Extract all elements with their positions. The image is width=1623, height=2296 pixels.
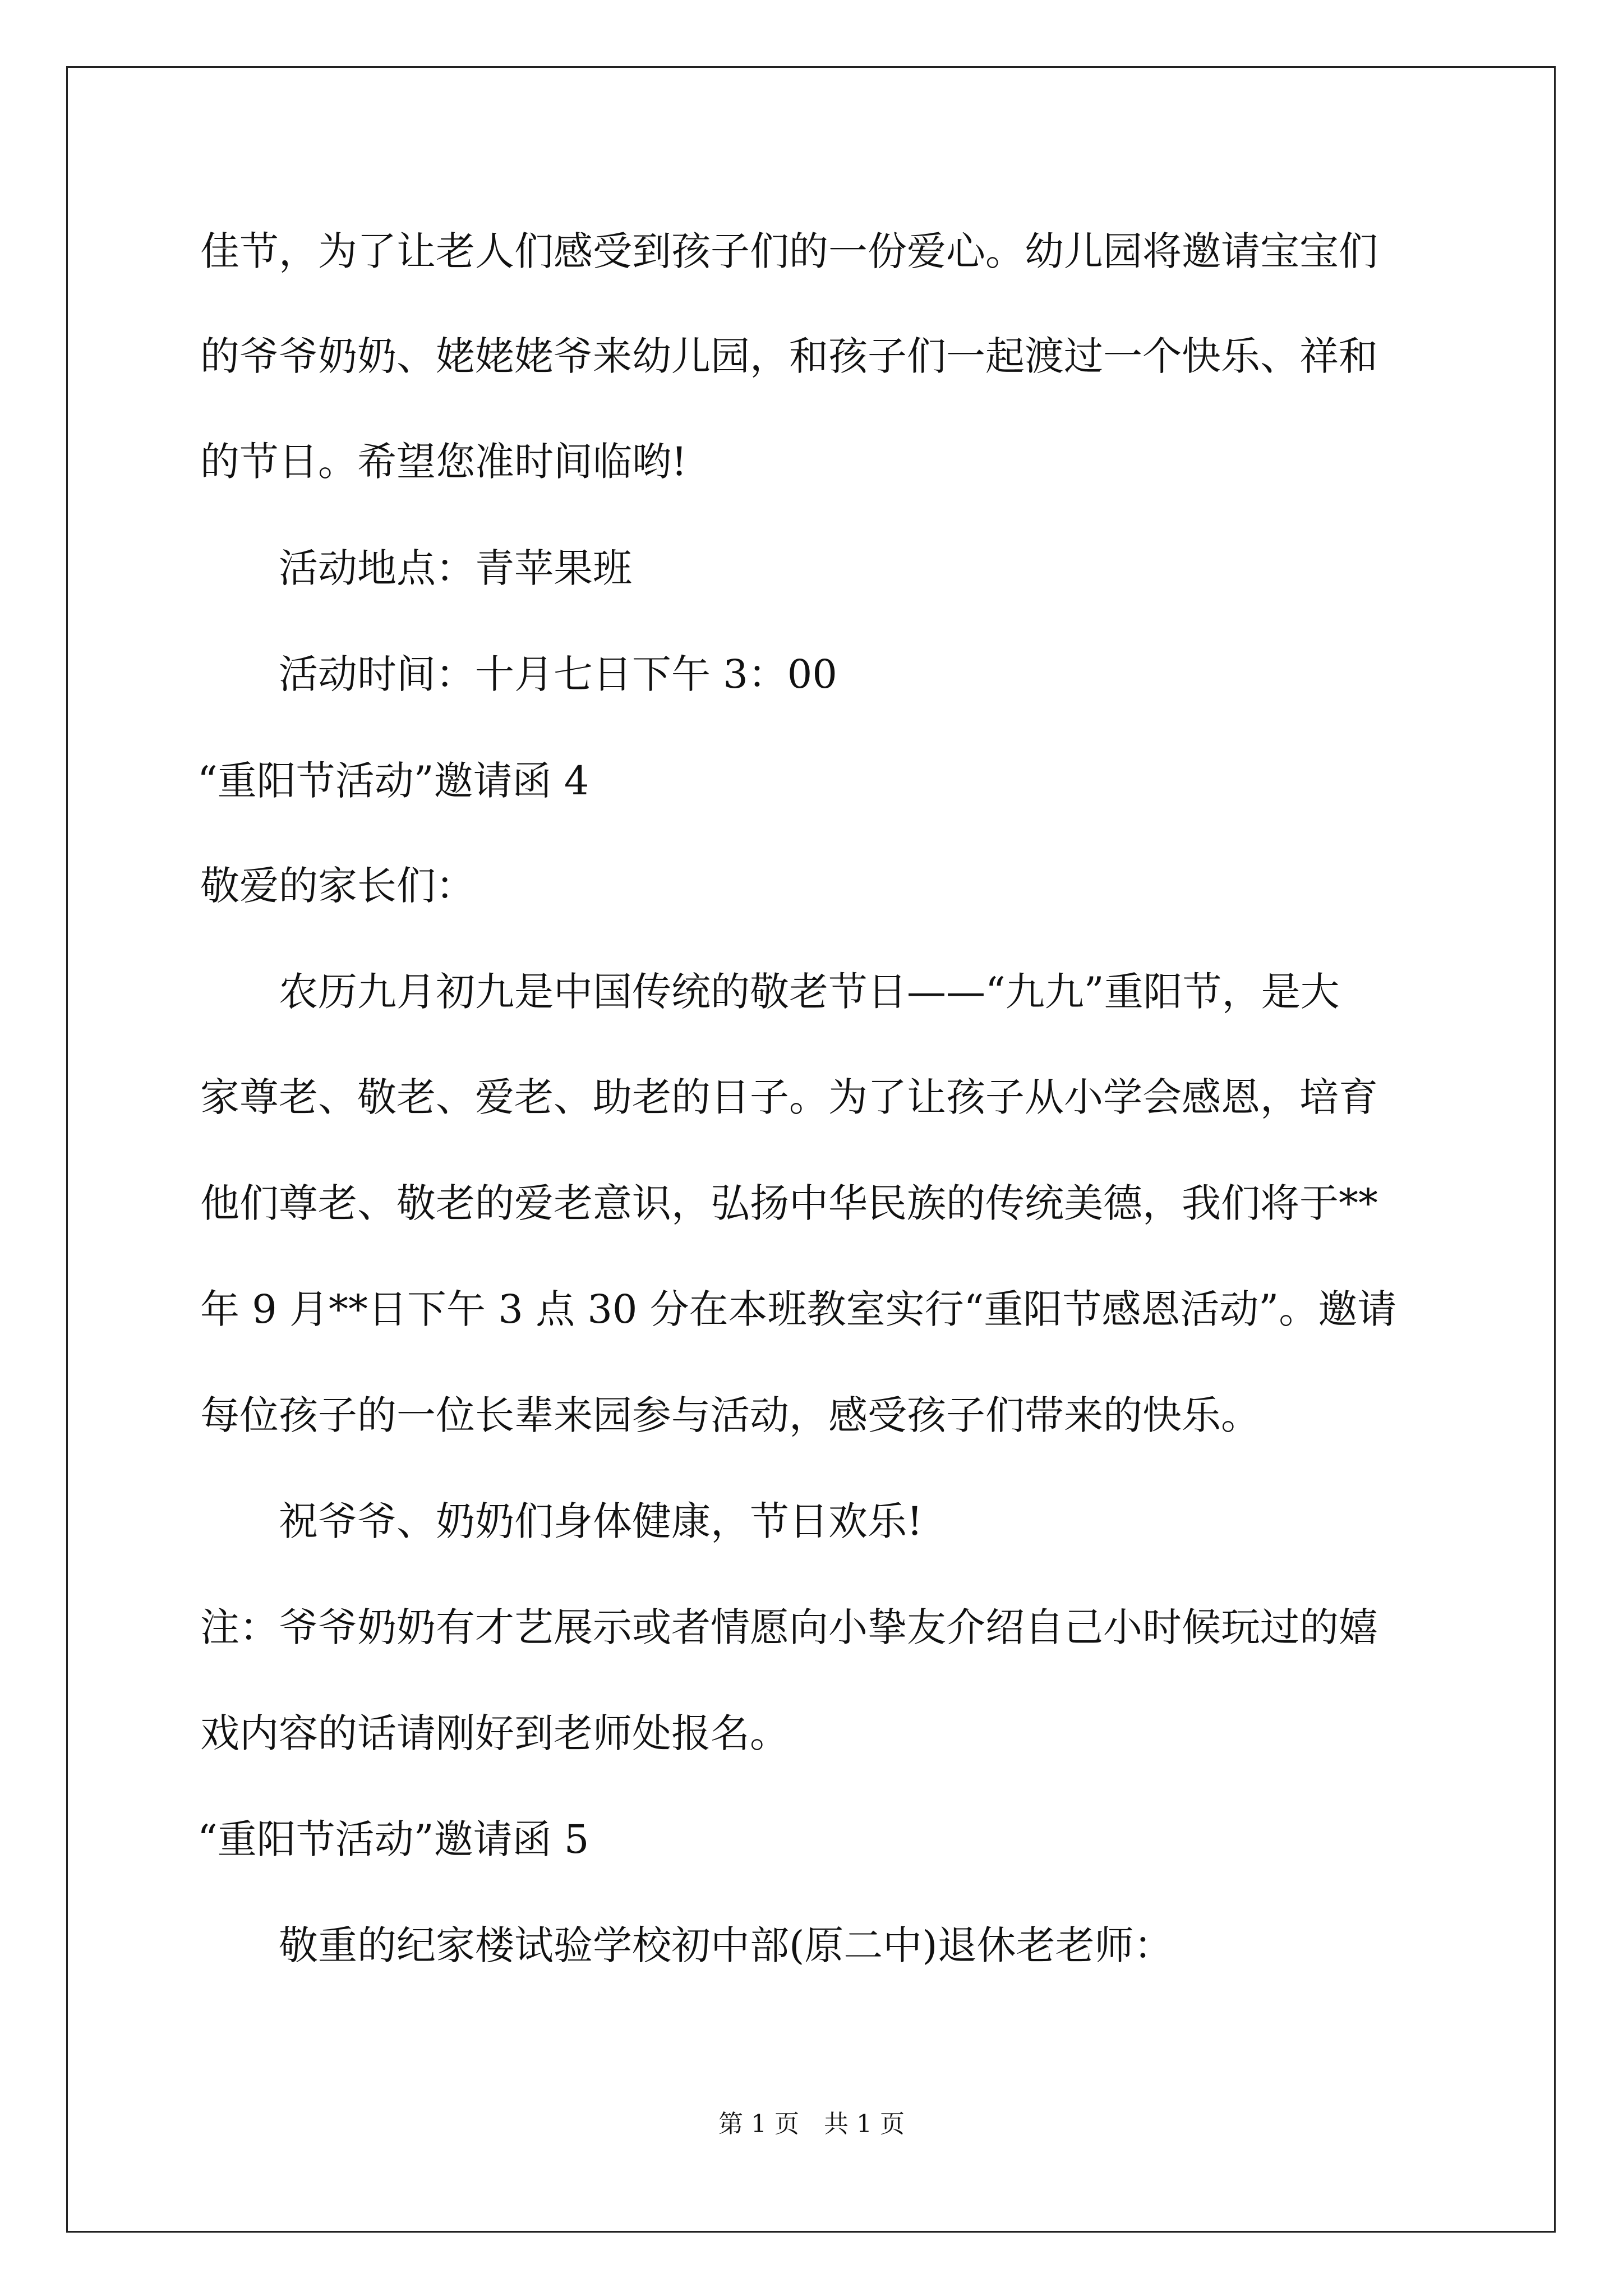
- page-footer: 第 1 页 共 1 页: [718, 2110, 905, 2138]
- salutation: 敬重的纪家楼试验学校初中部(原二中)退休老老师：: [279, 1922, 1173, 1968]
- salutation: 敬爱的家长们：: [200, 863, 475, 909]
- section-heading: “重阳节活动”邀请函 4: [197, 758, 589, 804]
- paragraph-line: 活动地点：青苹果班: [279, 545, 632, 591]
- paragraph-line: 每位孩子的一位长辈来园参与活动，感受孩子们带来的快乐。: [200, 1392, 1260, 1438]
- paragraph-line: 他们尊老、敬老的爱老意识，弘扬中华民族的传统美德，我们将于**: [200, 1180, 1378, 1226]
- section-heading: “重阳节活动”邀请函 5: [197, 1816, 589, 1862]
- paragraph-line: 年 9 月**日下午 3 点 30 分在本班教室实行“重阳节感恩活动”。邀请: [200, 1286, 1397, 1332]
- paragraph-line: 活动时间：十月七日下午 3：00: [279, 651, 837, 697]
- paragraph-line: 佳节，为了让老人们感受到孩子们的一份爱心。幼儿园将邀请宝宝们: [200, 228, 1378, 274]
- paragraph-line: 农历九月初九是中国传统的敬老节日——“九九”重阳节，是大: [279, 969, 1340, 1015]
- paragraph-line: 祝爷爷、奶奶们身体健康，节日欢乐!: [279, 1498, 923, 1544]
- paragraph-line: 家尊老、敬老、爱老、助老的日子。为了让孩子从小学会感恩，培育: [200, 1074, 1378, 1120]
- page-frame: [66, 66, 1556, 2233]
- paragraph-line: 的节日。希望您准时间临哟!: [200, 439, 688, 485]
- paragraph-line: 的爷爷奶奶、姥姥姥爷来幼儿园，和孩子们一起渡过一个快乐、祥和: [200, 333, 1378, 379]
- note-line: 戏内容的话请刚好到老师处报名。: [200, 1710, 789, 1756]
- note-line: 注：爷爷奶奶有才艺展示或者情愿向小挚友介绍自己小时候玩过的嬉: [200, 1604, 1378, 1650]
